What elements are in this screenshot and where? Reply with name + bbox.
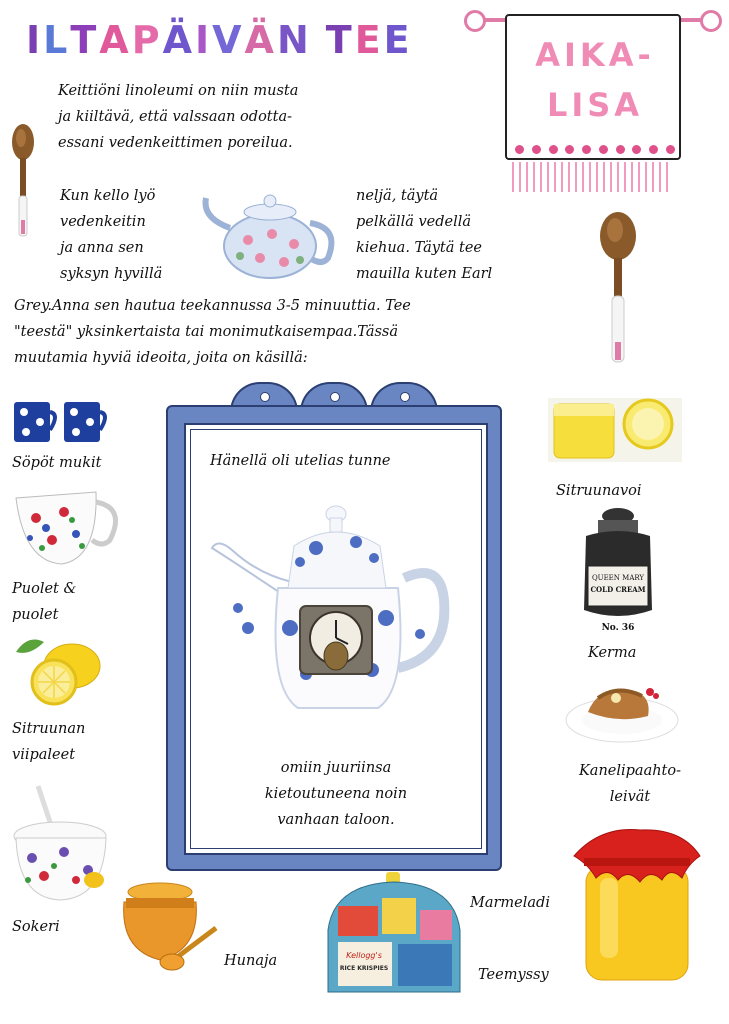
sign-line-2: LISA (546, 86, 644, 124)
cosy-product-text: RICE KRISPIES (339, 965, 389, 972)
item-label-line: puolet (12, 607, 59, 623)
cinnamon-toast-image (558, 668, 684, 750)
para2-right (356, 183, 492, 287)
intro-line: Keittiöni linoleumi on niin musta (58, 83, 299, 99)
frame-caption-line: kietoutuneena noin (264, 786, 408, 802)
item-label-sugar: Sokeri (12, 919, 60, 935)
para2-line: syksyn hyvillä (60, 266, 163, 282)
para2-line: neljä, täytä (356, 188, 439, 204)
item-label-honey: Hunaja (224, 953, 278, 969)
cosy-brand-text: Kellogg's (346, 951, 382, 960)
frame-caption-line: omiin juuriinsa (280, 760, 392, 776)
title-letter: L (43, 18, 71, 62)
para2-line: pelkällä vedellä (356, 214, 472, 230)
intro-line: ja kiiltävä, että valssaan odotta- (58, 109, 292, 125)
sign-line-1: AIKA- (535, 36, 655, 74)
item-label-marmalade: Marmeladi (470, 895, 550, 911)
title-letter: P (131, 18, 163, 62)
para3-line: "teestä" yksinkertaista tai monimutkaisempaa.Tässä (14, 324, 399, 340)
item-label-lemon (12, 716, 85, 768)
title-letter: T (325, 18, 355, 62)
title-letter: N (276, 18, 312, 62)
wooden-spoon-right (596, 210, 640, 370)
title-letter: A (99, 18, 132, 62)
creamer-pitcher-image (6, 478, 128, 570)
para3-line: Grey.Anna sen hautua teekannussa 3-5 minuuttia. Tee (14, 298, 411, 314)
para3-line: muutamia hyviä ideoita, joita on käsillä: (14, 350, 308, 366)
item-label-line: Sitruunan (12, 721, 86, 737)
lemon-curd-image (548, 398, 682, 462)
frame-caption-top: Hänellä oli utelias tunne (210, 453, 391, 469)
floral-teapot-image (200, 188, 342, 280)
para2-line: vedenkeitin (60, 214, 146, 230)
marmalade-jar-image (570, 826, 704, 982)
para2-line: ja anna sen (60, 240, 144, 256)
item-label-mugs: Söpöt mukit (12, 455, 102, 471)
item-label-curd: Sitruunavoi (556, 483, 642, 499)
sign-fringe (512, 162, 672, 192)
para2-line: mauilla kuten Earl (356, 266, 493, 282)
sign-board (505, 14, 681, 160)
title-letter: Ä (162, 18, 195, 62)
jar-label-line: COLD CREAM (590, 585, 646, 594)
item-label-cosy: Teemyssy (478, 967, 549, 983)
item-label-line: leivät (609, 789, 651, 805)
clock-teapot-image (208, 498, 458, 728)
para2-line: kiehua. Täytä tee (356, 240, 482, 256)
lemon-image (10, 632, 104, 708)
para2-line: Kun kello lyö (60, 188, 156, 204)
cold-cream-jar-image (578, 506, 658, 634)
item-label-line: Kanelipaahto- (578, 763, 682, 779)
honey-pot-image (116, 880, 222, 980)
blue-mugs-image (10, 398, 116, 446)
frame-caption-bottom (190, 755, 482, 833)
item-label-cream: Kerma (588, 645, 637, 661)
title-letter: T (70, 18, 100, 62)
para3-text (14, 293, 411, 371)
title-letter: Ä (244, 18, 277, 62)
jar-label-line: No. 36 (601, 623, 635, 633)
jar-label-line: QUEEN MARY (591, 574, 645, 582)
sign-dots (515, 145, 675, 154)
title-letter: V (212, 18, 245, 62)
title-letter: I (26, 18, 44, 62)
sign-knob-left (464, 10, 486, 32)
page-title (26, 18, 413, 62)
item-label-creamer (12, 576, 76, 628)
intro-line: essani vedenkeittimen poreilua. (58, 135, 293, 151)
item-label-toast (560, 758, 700, 810)
title-letter: E (383, 18, 413, 62)
wooden-spoon-left (8, 122, 38, 242)
para2-left (60, 183, 162, 287)
item-label-line: viipaleet (12, 747, 76, 763)
title-letter: E (354, 18, 384, 62)
item-label-line: Puolet & (12, 581, 77, 597)
sugar-bowl-image (8, 780, 112, 906)
sign-knob-right (700, 10, 722, 32)
tea-cosy-image (324, 870, 464, 996)
intro-text (58, 78, 298, 156)
frame-caption-line: vanhaan taloon. (277, 812, 395, 828)
title-letter: I (194, 18, 213, 62)
